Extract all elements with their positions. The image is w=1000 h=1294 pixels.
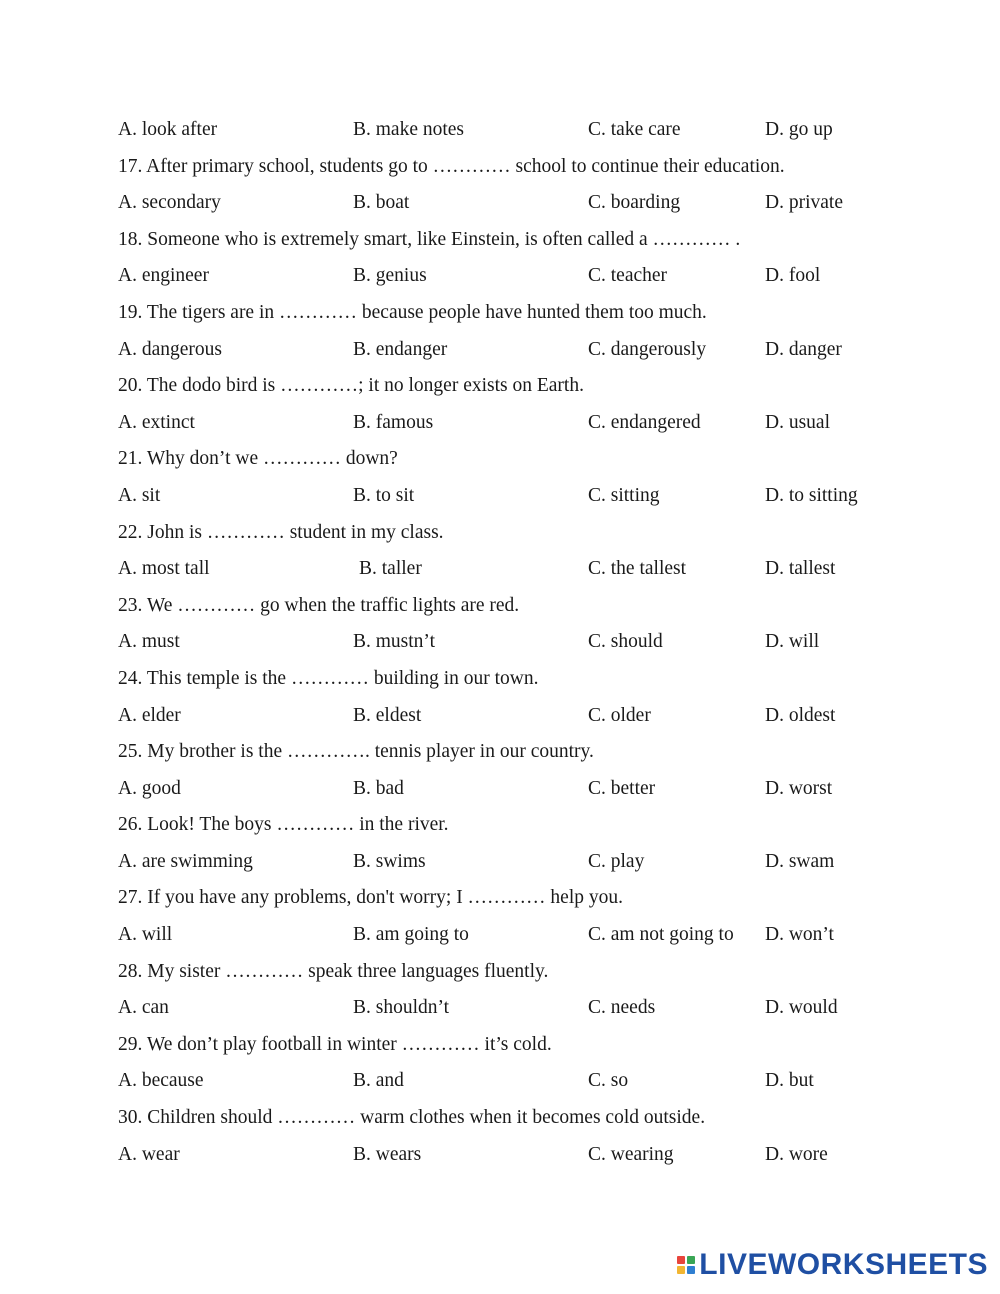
q16-option-d[interactable]: D. go up: [765, 119, 833, 140]
q28-option-a[interactable]: A. can: [118, 997, 169, 1019]
q25-option-b[interactable]: B. bad: [353, 777, 404, 799]
q17-option-b[interactable]: B. boat: [353, 192, 410, 214]
logo-square-yellow: [677, 1266, 685, 1274]
q20-options: [118, 405, 918, 442]
q25-options: [118, 771, 918, 808]
q23-options: [118, 624, 918, 661]
q22-option-c[interactable]: C. the tallest: [588, 558, 687, 580]
q16-option-c[interactable]: C. take care: [588, 119, 681, 140]
q23-option-b[interactable]: B. mustn’t: [353, 631, 435, 653]
q19-options: [118, 332, 918, 369]
q30-text: 30. Children should ………… warm clothes when it becomes cold outside.: [118, 1107, 706, 1129]
q22-text: 22. John is ………… student in my class.: [118, 521, 444, 543]
q26-text: 26. Look! The boys ………… in the river.: [118, 814, 449, 836]
q24-option-b[interactable]: B. eldest: [353, 704, 422, 726]
q17-options: [118, 185, 918, 222]
q29-option-d[interactable]: D. but: [765, 1070, 814, 1092]
q23-text: 23. We ………… go when the traffic lights are red.: [118, 594, 520, 616]
q17-option-a[interactable]: A. secondary: [118, 192, 221, 214]
q18-options: [118, 258, 918, 295]
q28-options: [118, 990, 918, 1027]
q30-options: [118, 1137, 918, 1174]
q28-option-b[interactable]: B. shouldn’t: [353, 997, 450, 1019]
q19-option-c[interactable]: C. dangerously: [588, 338, 707, 360]
q30-option-d[interactable]: D. wore: [765, 1143, 828, 1165]
q22-options: [118, 551, 918, 588]
logo-square-red: [677, 1256, 685, 1264]
q18-option-b[interactable]: B. genius: [353, 265, 427, 287]
q20-option-c[interactable]: C. endangered: [588, 411, 701, 433]
q27-option-b[interactable]: B. am going to: [353, 924, 469, 946]
q19-option-b[interactable]: B. endanger: [353, 338, 448, 360]
q16-options: [118, 112, 918, 149]
q21-option-c[interactable]: C. sitting: [588, 484, 660, 506]
q21-option-d[interactable]: D. to sitting: [765, 484, 858, 506]
q24-text: 24. This temple is the ………… building in our town.: [118, 667, 539, 689]
q28-text: 28. My sister ………… speak three languages fluently.: [118, 960, 549, 982]
q22-option-d[interactable]: D. tallest: [765, 558, 836, 580]
q28-option-c[interactable]: C. needs: [588, 997, 656, 1019]
q21-options: [118, 478, 918, 515]
q18-text: 18. Someone who is extremely smart, like Einstein, is often called a ………… .: [118, 228, 741, 250]
q18-option-d[interactable]: D. fool: [765, 265, 821, 287]
q20-text: 20. The dodo bird is …………; it no longer exists on Earth.: [118, 375, 584, 397]
q28-option-d[interactable]: D. would: [765, 997, 838, 1019]
q21-text: 21. Why don’t we ………… down?: [118, 448, 398, 470]
q19-option-d[interactable]: D. danger: [765, 338, 842, 360]
q19-text: 19. The tigers are in ………… because people have hunted them too much.: [118, 301, 707, 323]
logo-square-blue: [687, 1266, 695, 1274]
q27-options: [118, 917, 918, 954]
q29-text: 29. We don’t play football in winter ………… it’s cold.: [118, 1033, 552, 1055]
q21-option-a[interactable]: A. sit: [118, 484, 161, 506]
q16-option-a[interactable]: A. look after: [118, 119, 218, 140]
q25-option-c[interactable]: C. better: [588, 777, 656, 799]
q17-text: 17. After primary school, students go to ………… school to continue their education.: [118, 155, 785, 177]
q26-option-d[interactable]: D. swam: [765, 850, 835, 872]
liveworksheets-mark-icon: [677, 1256, 695, 1274]
q25-text: 25. My brother is the …………. tennis player in our country.: [118, 741, 594, 763]
q25-option-a[interactable]: A. good: [118, 777, 181, 799]
q23-option-d[interactable]: D. will: [765, 631, 820, 653]
q29-option-b[interactable]: B. and: [353, 1070, 404, 1092]
q24-option-d[interactable]: D. oldest: [765, 704, 836, 726]
q27-option-a[interactable]: A. will: [118, 924, 173, 946]
q20-option-d[interactable]: D. usual: [765, 411, 830, 433]
q23-option-c[interactable]: C. should: [588, 631, 663, 653]
q20-option-a[interactable]: A. extinct: [118, 411, 195, 433]
q24-options: [118, 698, 918, 735]
q26-option-c[interactable]: C. play: [588, 850, 645, 872]
q24-option-a[interactable]: A. elder: [118, 704, 181, 726]
q30-option-a[interactable]: A. wear: [118, 1143, 180, 1165]
q22-option-b[interactable]: B. taller: [359, 558, 422, 580]
q20-option-b[interactable]: B. famous: [353, 411, 434, 433]
q22-option-a[interactable]: A. most tall: [118, 558, 210, 580]
q27-option-c[interactable]: C. am not going to: [588, 924, 734, 946]
logo-square-green: [687, 1256, 695, 1264]
q29-option-a[interactable]: A. because: [118, 1070, 204, 1092]
q30-option-b[interactable]: B. wears: [353, 1143, 422, 1165]
q27-text: 27. If you have any problems, don't worry; I ………… help you.: [118, 887, 624, 909]
q18-option-c[interactable]: C. teacher: [588, 265, 668, 287]
q30-option-c[interactable]: C. wearing: [588, 1143, 674, 1165]
q17-option-c[interactable]: C. boarding: [588, 192, 681, 214]
q27-option-d[interactable]: D. won’t: [765, 924, 834, 946]
q26-option-b[interactable]: B. swims: [353, 850, 426, 872]
q29-options: [118, 1063, 918, 1100]
worksheet: [118, 112, 918, 1173]
q24-option-c[interactable]: C. older: [588, 704, 651, 726]
q26-options: [118, 844, 918, 881]
q19-option-a[interactable]: A. dangerous: [118, 338, 222, 360]
q29-option-c[interactable]: C. so: [588, 1070, 629, 1092]
q25-option-d[interactable]: D. worst: [765, 777, 833, 799]
liveworksheets-logo-text: LIVEWORKSHEETS: [699, 1248, 988, 1281]
liveworksheets-logo: [677, 1248, 988, 1282]
q23-option-a[interactable]: A. must: [118, 631, 180, 653]
q21-option-b[interactable]: B. to sit: [353, 484, 415, 506]
q17-option-d[interactable]: D. private: [765, 192, 843, 214]
q16-option-b[interactable]: B. make notes: [353, 119, 465, 140]
q18-option-a[interactable]: A. engineer: [118, 265, 209, 287]
q26-option-a[interactable]: A. are swimming: [118, 850, 253, 872]
